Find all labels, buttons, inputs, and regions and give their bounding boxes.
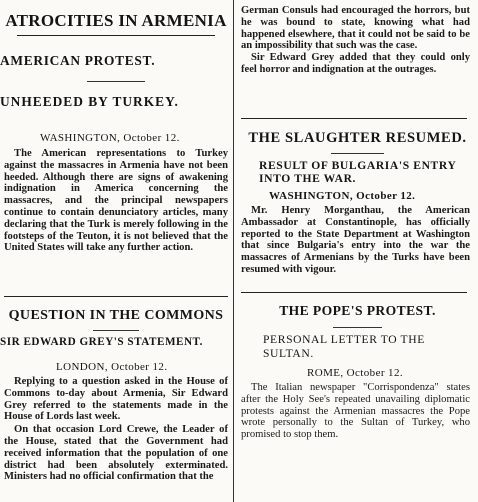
headline-rule <box>17 35 214 36</box>
headline-question-commons: QUESTION IN THE COMMONS <box>8 308 224 323</box>
article-separator-3 <box>241 292 467 293</box>
paragraph-american-representations: The American representations to Turkey against the massacres in Armenia have not been heeded. Although there are signs of awakening indignation in America concerning the massacres, and the principal newspapers continue to contain denunciatory articles, many declaring that the Turk is merely following in the footsteps of the Teuton, it is not believed that the United States will take any further action. <box>4 148 228 254</box>
paragraph-grey-added: Sir Edward Grey added that they could only feel horror and indignation at the outrages. <box>241 52 470 75</box>
paragraph-morganthau: Mr. Henry Morganthau, the American Ambassador at Constantinople, has officially reported to the State Department at Washington that since Bulgaria's entry into the war the massacres of Armenians by the Turks have been resumed with vigour. <box>241 205 470 275</box>
headline-rule-2 <box>93 330 139 331</box>
article-pope <box>237 303 478 441</box>
article-atrocities <box>0 0 232 254</box>
article-slaughter <box>237 130 478 276</box>
article-commons <box>0 308 232 483</box>
headline-rule-4 <box>333 327 381 328</box>
dateline-washington-2: WASHINGTON, October 12. <box>269 190 416 202</box>
subhead-personal-letter: PERSONAL LETTER TO THE SULTAN. <box>263 333 425 360</box>
left-column <box>0 0 232 502</box>
article-commons-continued <box>237 5 478 76</box>
paragraph-corrispondenza: The Italian newspaper "Corrispondenza" states after the Holy See's repeated unavailing diplomatic protests against the Armenian massacres the Pope wrote personally to the Sultan of Turkey, who promised to stop them. <box>241 382 470 441</box>
dateline-london: LONDON, October 12. <box>56 361 168 373</box>
dateline-washington: WASHINGTON, October 12. <box>40 132 180 144</box>
paragraph-lord-crewe: On that occasion Lord Crewe, the Leader of the House, stated that the Government had received information that the population of one district had been absolutely exterminated. Ministers had no official confirmation that the <box>4 424 228 483</box>
dateline-rome: ROME, October 12. <box>307 367 404 379</box>
right-column <box>237 0 478 502</box>
article-separator <box>4 296 228 297</box>
headline-atrocities: ATROCITIES IN ARMENIA <box>5 11 227 30</box>
article-separator-2 <box>241 118 467 119</box>
subhead-grey-statement: SIR EDWARD GREY'S STATEMENT. <box>0 336 203 348</box>
headline-rule-3 <box>331 153 384 154</box>
paragraph-german-consuls: German Consuls had encouraged the horrors, but he was bound to state, knowing what had happened elsewhere, that it could not be said to be an impossibility that such was the case. <box>241 5 470 52</box>
subhead-unheeded: UNHEEDED BY TURKEY. <box>0 94 179 109</box>
subhead-rule <box>87 81 145 82</box>
headline-popes-protest: THE POPE'S PROTEST. <box>279 303 436 318</box>
subhead-bulgaria-entry: RESULT OF BULGARIA'S ENTRY INTO THE WAR. <box>259 159 456 185</box>
subhead-american-protest: AMERICAN PROTEST. <box>0 53 156 68</box>
headline-slaughter-resumed: THE SLAUGHTER RESUMED. <box>248 130 467 146</box>
column-divider <box>233 0 234 502</box>
paragraph-replying: Replying to a question asked in the House of Commons to-day about Armenia, Sir Edward Grey referred to the statements made in the House of Lords last week. <box>4 376 228 423</box>
